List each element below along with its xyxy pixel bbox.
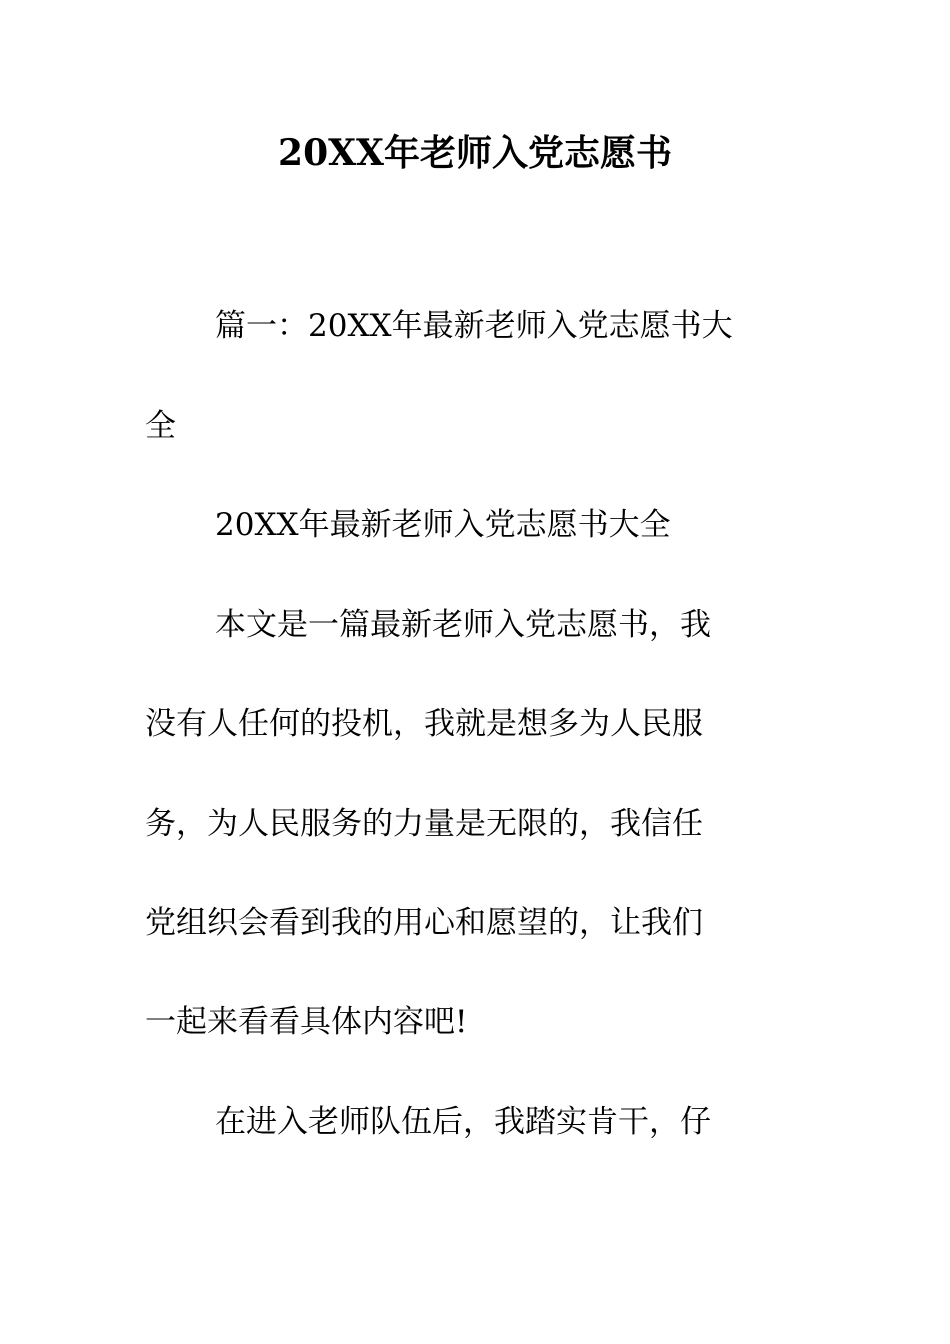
text-line: 全 xyxy=(145,408,176,444)
text-line: 本文是一篇最新老师入党志愿书，我 xyxy=(215,607,711,643)
text-line: 一起来看看具体内容吧! xyxy=(145,1004,468,1040)
text-line: 在进入老师队伍后，我踏实肯干，仔 xyxy=(215,1104,711,1140)
text-line: 务，为人民服务的力量是无限的，我信任 xyxy=(145,806,703,842)
text-line: 20XX年最新老师入党志愿书大全 xyxy=(215,507,671,543)
document-title: 20XX年老师入党志愿书 xyxy=(278,132,672,174)
text-line: 党组织会看到我的用心和愿望的，让我们 xyxy=(145,905,703,941)
text-line: 没有人任何的投机，我就是想多为人民服 xyxy=(145,706,703,742)
text-line: 篇一：20XX年最新老师入党志愿书大 xyxy=(215,308,733,344)
